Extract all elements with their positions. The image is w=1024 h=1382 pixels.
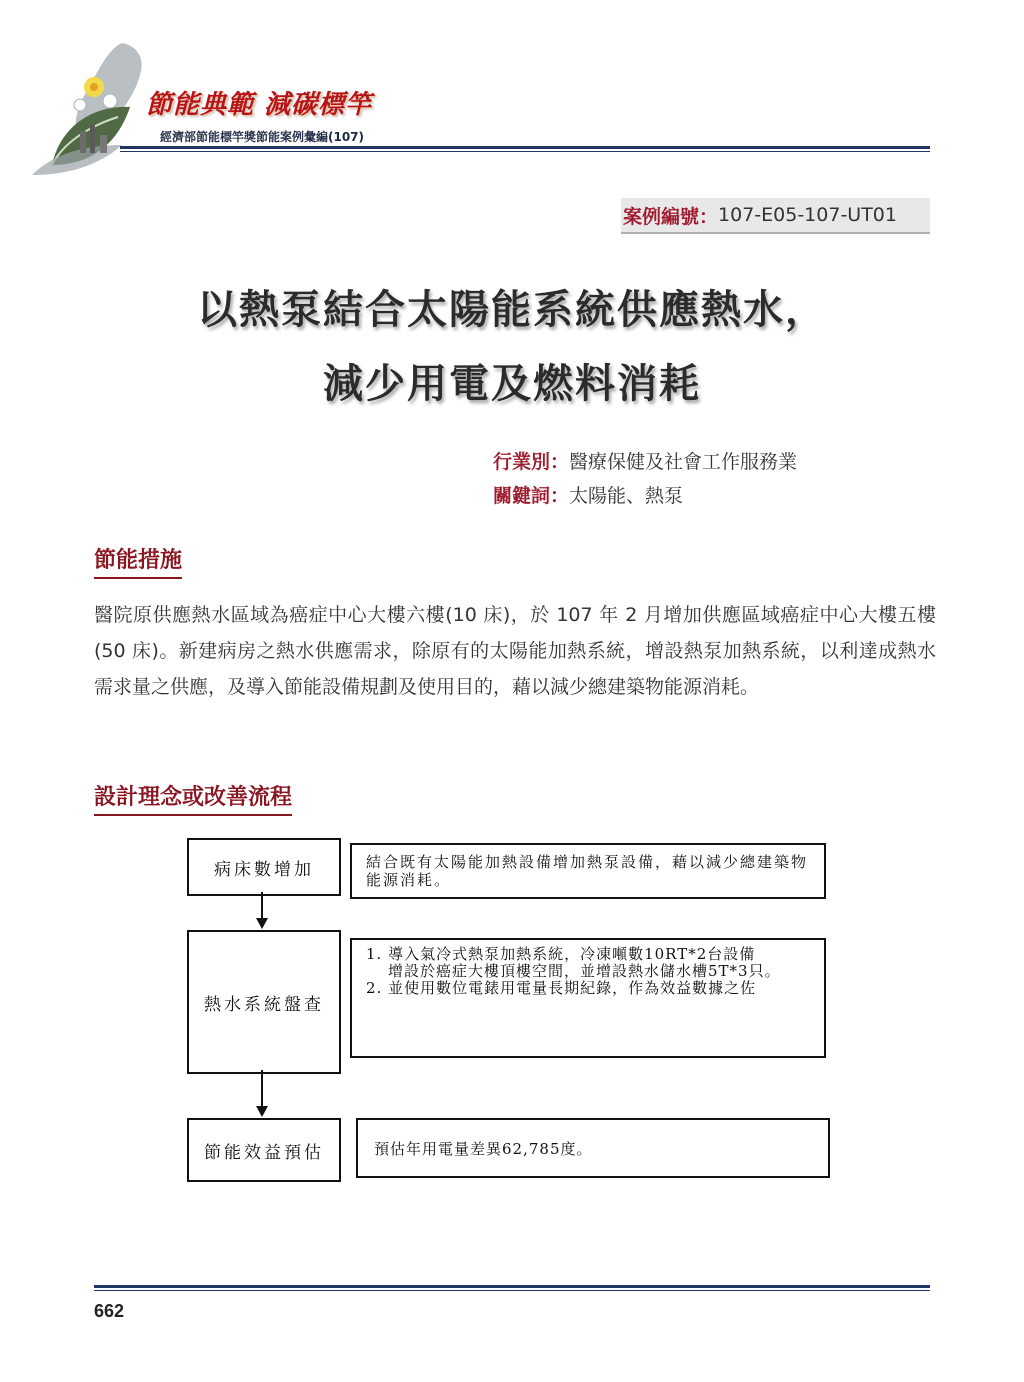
flow-step-2: 熱水系統盤查 xyxy=(187,930,341,1074)
case-number-value: 107-E05-107-UT01 xyxy=(718,204,897,226)
flow-arrow-2-head xyxy=(256,1106,268,1117)
keywords-label: 關鍵詞： xyxy=(493,485,570,507)
industry-row xyxy=(493,447,797,474)
case-number-box xyxy=(621,198,930,234)
flow-desc-3: 預估年用電量差異62,785度。 xyxy=(356,1118,830,1178)
flow-arrow-1-head xyxy=(256,918,268,929)
page-title-line-2: 減少用電及燃料消耗 xyxy=(323,361,701,407)
flow-desc-2-item-1: 1. 導入氣冷式熱泵加熱系統，冷凍噸數10RT*2台設備 xyxy=(366,945,756,963)
flow-step-3: 節能效益預估 xyxy=(187,1118,341,1182)
flow-step-1: 病床數增加 xyxy=(187,838,341,896)
flow-desc-2 xyxy=(350,938,826,1058)
footer-divider xyxy=(94,1285,930,1288)
case-number-label: 案例編號： xyxy=(623,205,719,228)
keywords-value: 太陽能、熱泵 xyxy=(569,485,684,507)
industry-value: 醫療保健及社會工作服務業 xyxy=(569,451,798,473)
flow-desc-2-indent: 增設於癌症大樓頂樓空間，並增設熱水儲水槽5T*3只。 xyxy=(388,962,781,980)
taiwan-leaf-logo xyxy=(22,35,162,185)
footer-divider-thin xyxy=(94,1290,930,1291)
header-divider xyxy=(120,146,930,149)
section-heading-design: 設計理念或改善流程 xyxy=(94,780,292,816)
section-heading-measures: 節能措施 xyxy=(94,543,182,579)
flow-arrow-1 xyxy=(261,892,263,920)
industry-label: 行業別： xyxy=(493,451,570,473)
brand-subtitle: 經濟部節能標竿獎節能案例彙編(107) xyxy=(160,130,365,144)
measures-paragraph: 醫院原供應熱水區域為癌症中心大樓六樓(10 床)，於 107 年 2 月增加供應區域癌症中心大樓五樓(50 床)。新建病房之熱水供應需求，除原有的太陽能加熱系統，增設熱泵加熱系統，以利達成熱水需求量之供應，及導入節能設備規劃及使用目的，藉以減少總建築物能源消耗。 xyxy=(94,604,936,698)
flow-desc-1: 結合既有太陽能加熱設備增加熱泵設備，藉以減少總建築物能源消耗。 xyxy=(350,843,826,899)
keywords-row xyxy=(493,481,683,508)
brand-title: 節能典範 減碳標竿 xyxy=(146,90,373,120)
page-number: 662 xyxy=(94,1301,125,1321)
flow-arrow-2 xyxy=(261,1070,263,1108)
header-divider-thin xyxy=(120,151,930,152)
page-title-line-1: 以熱泵結合太陽能系統供應熱水， xyxy=(197,287,827,333)
flow-desc-2-item-2: 2. 並使用數位電錶用電量長期紀錄，作為效益數據之佐 xyxy=(366,979,757,997)
